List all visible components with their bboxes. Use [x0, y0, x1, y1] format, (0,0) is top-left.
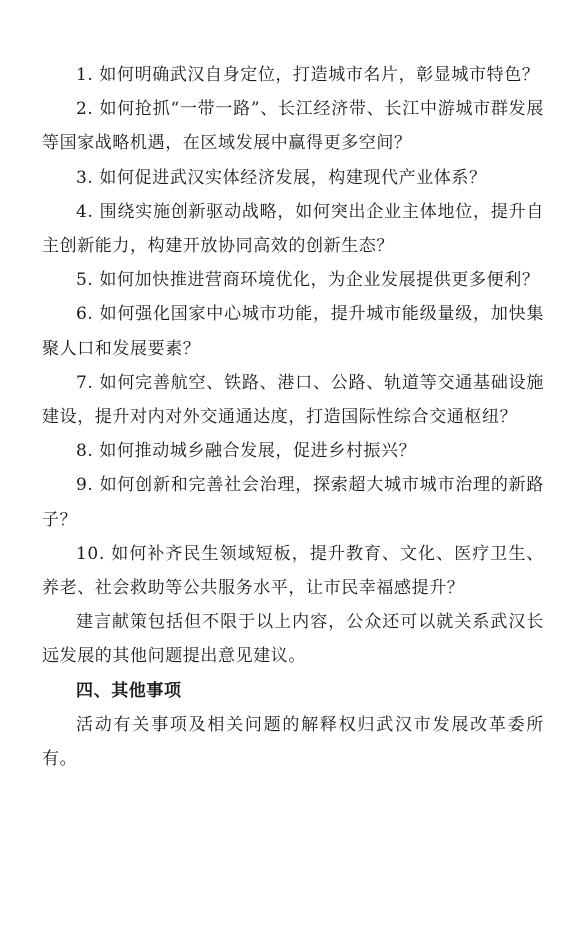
section-four-body: 活动有关事项及相关问题的解释权归武汉市发展改革委所有。	[42, 714, 544, 770]
closing-note: 建言献策包括但不限于以上内容，公众还可以就关系武汉长远发展的其他问题提出意见建议。	[42, 612, 544, 667]
document-page	[42, 58, 544, 776]
question-item-4: 4. 围绕实施创新驱动战略，如何突出企业主体地位，提升自主创新能力，构建开放协同高效的创新生态？	[42, 201, 544, 257]
question-item-1: 1. 如何明确武汉自身定位，打造城市名片，彰显城市特色？	[76, 65, 540, 85]
section-four-heading: 四、其他事项	[76, 680, 182, 701]
question-item-9: 9. 如何创新和完善社会治理，探索超大城市城市治理的新路子？	[42, 475, 544, 530]
question-item-6: 6. 如何强化国家中心城市功能，提升城市能级量级，加快集聚人口和发展要素？	[42, 304, 544, 359]
question-item-10: 10. 如何补齐民生领域短板，提升教育、文化、医疗卫生、养老、社会救助等公共服务水平，让市民幸福感提升？	[42, 543, 544, 599]
question-item-8: 8. 如何推动城乡融合发展，促进乡村振兴？	[76, 441, 417, 462]
question-item-3: 3. 如何促进武汉实体经济发展，构建现代产业体系？	[76, 167, 487, 188]
question-item-7: 7. 如何完善航空、铁路、港口、公路、轨道等交通基础设施建设，提升对内对外交通通达度，打造国际性综合交通枢纽？	[42, 372, 544, 428]
question-item-2: 2. 如何抢抓“一带一路”、长江经济带、长江中游城市群发展等国家战略机遇，在区域发展中赢得更多空间？	[42, 99, 544, 154]
question-item-5: 5. 如何加快推进营商环境优化，为企业发展提供更多便利？	[76, 270, 540, 291]
